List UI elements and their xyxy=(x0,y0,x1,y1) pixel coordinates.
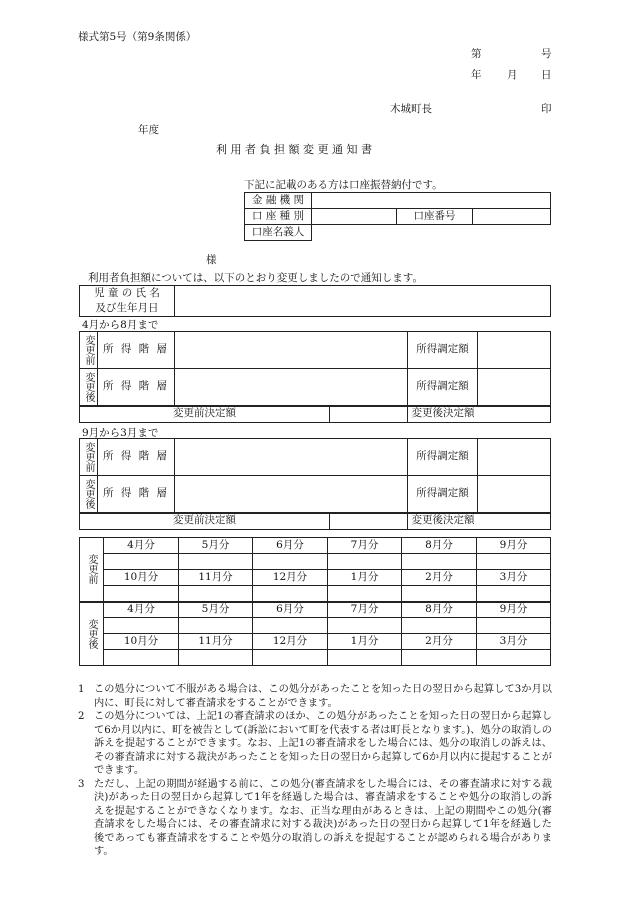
period2-before-amount-value[interactable] xyxy=(330,513,408,530)
month-label: 1月分 xyxy=(328,634,402,650)
month-label: 9月分 xyxy=(477,602,551,618)
document-number-prefix: 第 xyxy=(471,48,482,60)
month-value[interactable] xyxy=(253,650,328,666)
note-text: この処分について不服がある場合は、この処分があったことを知った日の翌日から起算して3か月以内に、町長に対して審査請求をすることができます。 xyxy=(94,684,552,709)
note-number: 2 xyxy=(78,711,85,722)
account-type-label: 口 座 種 別 xyxy=(245,209,312,225)
month-label: 1月分 xyxy=(328,570,402,586)
month-label: 8月分 xyxy=(402,602,477,618)
account-holder-value[interactable] xyxy=(312,225,551,241)
month-label: 8月分 xyxy=(402,538,477,554)
month-label: 6月分 xyxy=(253,538,328,554)
note-number: 1 xyxy=(78,684,85,695)
month-label: 6月分 xyxy=(253,602,328,618)
month-label: 11月分 xyxy=(179,634,253,650)
period1-after-tier-value[interactable] xyxy=(175,369,408,406)
month-label: 3月分 xyxy=(477,570,551,586)
note-number: 3 xyxy=(78,778,85,790)
month-value[interactable] xyxy=(328,554,402,570)
month-value[interactable] xyxy=(328,618,402,634)
bank-table xyxy=(244,192,551,241)
child-name-value[interactable] xyxy=(175,286,551,317)
date-year: 年 xyxy=(471,69,482,81)
note-text: ただし、上記の期間が経過する前に、この処分(審査請求をした場合には、その審査請求に対する裁決)があった日の翌日から起算して1年を経過した場合は、審査請求をすることや処分の取消しの訴えを提起することができなくなります。なお、正当な理由があるときは、上記の期間やこの処分(審査請求をした場合には、その審査請求に対する裁決)があった日の翌日から起算して1年を経過した後であっても審査請求をすることや処分の取消しの訴えを提起することが認められる場合があります。 xyxy=(94,778,552,857)
month-label: 11月分 xyxy=(179,570,253,586)
period1-after-amount-label xyxy=(408,406,551,423)
note-item xyxy=(78,778,552,859)
month-value[interactable] xyxy=(328,586,402,602)
month-label: 12月分 xyxy=(253,634,328,650)
period2-label: 9月から3月まで xyxy=(82,427,159,439)
notice-message: 利用者負担額については、以下のとおり変更しましたので通知します。 xyxy=(88,272,423,284)
period1-before-amount-text: 変更前決定額 xyxy=(173,407,236,420)
period1-before-amount-value[interactable] xyxy=(330,406,408,423)
period2-before-tier-value[interactable] xyxy=(175,439,408,476)
period1-after-adjust-label: 所得調定額 xyxy=(408,369,478,406)
month-label: 3月分 xyxy=(477,634,551,650)
month-value[interactable] xyxy=(179,618,253,634)
fiscal-year: 年度 xyxy=(138,124,159,136)
period1-before-adjust-label: 所得調定額 xyxy=(408,332,478,369)
month-value[interactable] xyxy=(477,618,551,634)
period1-after-tier-label: 所 得 階 層 xyxy=(98,369,175,406)
child-name-label-line1: 児 童 の 氏 名 xyxy=(94,287,160,299)
note-item xyxy=(78,710,552,778)
month-value[interactable] xyxy=(104,586,179,602)
period2-after-adjust-label: 所得調定額 xyxy=(408,476,478,513)
form-number: 様式第5号（第9条関係） xyxy=(78,31,197,43)
month-value[interactable] xyxy=(253,618,328,634)
month-value[interactable] xyxy=(104,650,179,666)
month-value[interactable] xyxy=(477,554,551,570)
month-label: 2月分 xyxy=(402,634,477,650)
period2-before-label: 変更前 xyxy=(80,439,98,476)
month-value[interactable] xyxy=(104,618,179,634)
month-value[interactable] xyxy=(179,650,253,666)
account-number-label: 口座番号 xyxy=(397,209,473,225)
period1-before-tier-label: 所 得 階 層 xyxy=(98,332,175,369)
month-value[interactable] xyxy=(179,554,253,570)
document-number-suffix: 号 xyxy=(541,48,552,60)
period2-table xyxy=(79,438,551,530)
month-value[interactable] xyxy=(402,650,477,666)
month-label: 7月分 xyxy=(328,602,402,618)
child-table xyxy=(79,285,551,317)
period2-before-amount-label xyxy=(80,513,330,530)
period2-after-amount-text: 変更後決定額 xyxy=(411,514,475,527)
period1-after-amount-text: 変更後決定額 xyxy=(411,407,475,420)
note-text: この処分については、上記1の審査請求のほか、この処分があったことを知った日の翌日から起算して6か月以内に、町を被告として(訴訟において町を代表する者は町長となります。)、処分の取消しの訴えを提起することができます。なお、上記1の審査請求をした場合には、処分の取消しの訴えは、その審査請求に対する裁決があったことを知った日の翌日から起算して6か月以内に提起することができます。 xyxy=(94,711,552,776)
period1-after-label: 変更後 xyxy=(80,369,98,406)
month-value[interactable] xyxy=(253,554,328,570)
period1-table xyxy=(79,331,551,423)
period2-before-tier-label: 所 得 階 層 xyxy=(98,439,175,476)
account-holder-label: 口座名義人 xyxy=(245,225,312,241)
seal-mark: 印 xyxy=(541,103,552,115)
period1-label: 4月から8月まで xyxy=(82,319,159,331)
period1-after-adjust-value[interactable] xyxy=(478,369,551,406)
period2-before-amount-text: 変更前決定額 xyxy=(173,514,236,527)
period1-before-adjust-value[interactable] xyxy=(478,332,551,369)
monthly-after-label: 変更後 xyxy=(80,602,104,666)
month-value[interactable] xyxy=(402,618,477,634)
month-value[interactable] xyxy=(402,554,477,570)
account-number-value[interactable] xyxy=(473,209,551,225)
bank-institution-value[interactable] xyxy=(312,193,551,209)
month-label: 10月分 xyxy=(104,570,179,586)
date-day: 日 xyxy=(541,69,552,81)
month-value[interactable] xyxy=(104,554,179,570)
period2-after-tier-label: 所 得 階 層 xyxy=(98,476,175,513)
child-name-label-line2: 及び生年月日 xyxy=(95,302,159,315)
period1-before-label: 変更前 xyxy=(80,332,98,369)
month-label: 9月分 xyxy=(477,538,551,554)
month-label: 2月分 xyxy=(402,570,477,586)
recipient-honorific: 様 xyxy=(206,254,217,266)
bank-intro: 下記に記載のある方は口座振替納付です。 xyxy=(244,179,443,191)
month-value[interactable] xyxy=(402,586,477,602)
month-label: 7月分 xyxy=(328,538,402,554)
period2-after-label: 変更後 xyxy=(80,476,98,513)
period2-after-tier-value[interactable] xyxy=(175,476,408,513)
note-item xyxy=(78,683,552,710)
month-label: 12月分 xyxy=(253,570,328,586)
month-label: 4月分 xyxy=(104,602,179,618)
period1-before-tier-value[interactable] xyxy=(175,332,408,369)
month-value[interactable] xyxy=(253,586,328,602)
month-label: 10月分 xyxy=(104,634,179,650)
monthly-before-label: 変更前 xyxy=(80,538,104,602)
period2-after-adjust-value[interactable] xyxy=(478,476,551,513)
period2-before-adjust-value[interactable] xyxy=(478,439,551,476)
month-value[interactable] xyxy=(179,586,253,602)
month-label: 4月分 xyxy=(104,538,179,554)
month-value[interactable] xyxy=(477,650,551,666)
mayor-name: 木城町長 xyxy=(390,103,432,115)
period2-after-amount-label xyxy=(408,513,551,530)
monthly-table xyxy=(79,537,551,666)
account-type-value[interactable] xyxy=(312,209,397,225)
child-name-label xyxy=(80,286,175,317)
month-label: 5月分 xyxy=(179,602,253,618)
period1-before-amount-label xyxy=(80,406,330,423)
period2-before-adjust-label: 所得調定額 xyxy=(408,439,478,476)
date-month: 月 xyxy=(507,69,518,81)
notes-section xyxy=(78,683,552,859)
month-value[interactable] xyxy=(328,650,402,666)
month-label: 5月分 xyxy=(179,538,253,554)
bank-institution-label: 金 融 機 関 xyxy=(245,193,312,209)
page-title: 利 用 者 負 担 額 変 更 通 知 書 xyxy=(216,143,372,156)
month-value[interactable] xyxy=(477,586,551,602)
